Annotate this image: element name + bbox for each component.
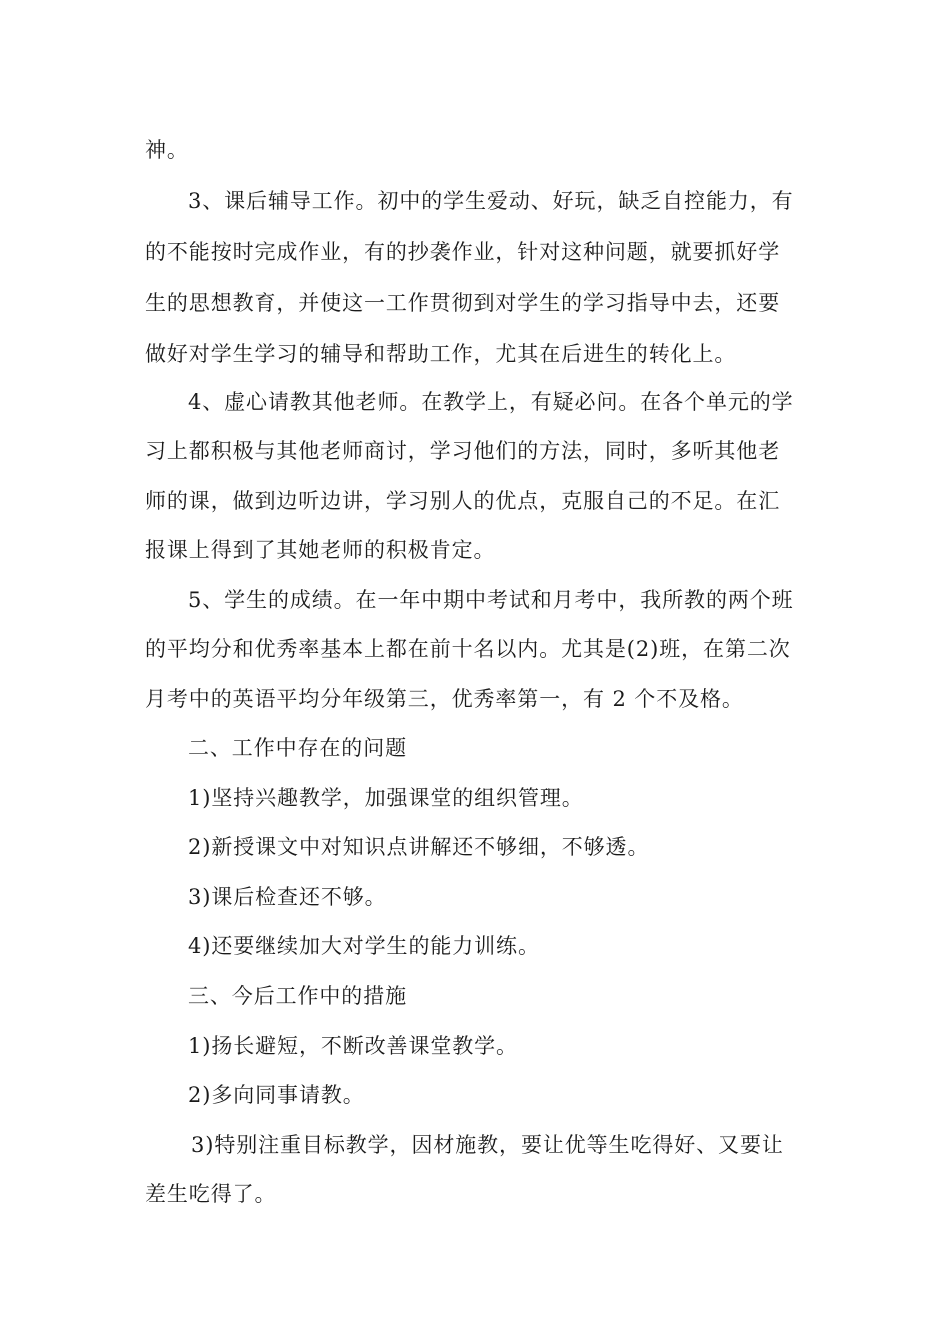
paragraph-3-heading-line: 3、课后辅导工作。初中的学生爱动、好玩，缺乏自控能力，有 (188, 189, 794, 213)
text-line: 差生吃得了。 (145, 1182, 277, 1206)
text-line: 的平均分和优秀率基本上都在前十名以内。尤其是(2)班，在第二次 (145, 637, 791, 661)
text-line: 月考中的英语平均分年级第三，优秀率第一，有 2 个不及格。 (145, 687, 744, 711)
text-line: 习上都积极与其他老师商讨，学习他们的方法，同时，多听其他老 (145, 439, 781, 463)
text-line: 生的思想教育，并使这一工作贯彻到对学生的学习指导中去，还要 (145, 291, 781, 315)
text-line: 的不能按时完成作业，有的抄袭作业，针对这种问题，就要抓好学 (145, 240, 781, 264)
list-item: 4)还要继续加大对学生的能力训练。 (188, 934, 540, 958)
list-item: 2)多向同事请教。 (188, 1083, 365, 1107)
list-item: 2)新授课文中对知识点讲解还不够细，不够透。 (188, 835, 650, 859)
list-item: 1)扬长避短，不断改善课堂教学。 (188, 1034, 518, 1058)
text-line: 神。 (145, 138, 189, 162)
text-line: 师的课，做到边听边讲，学习别人的优点，克服自己的不足。在汇 (145, 489, 781, 513)
list-item: 3)课后检查还不够。 (188, 885, 387, 909)
list-item: 1)坚持兴趣教学，加强课堂的组织管理。 (188, 786, 584, 810)
paragraph-4-heading-line: 4、虚心请教其他老师。在教学上，有疑必问。在各个单元的学 (188, 390, 794, 414)
text-line: 做好对学生学习的辅导和帮助工作，尤其在后进生的转化上。 (145, 342, 737, 366)
text-line: 报课上得到了其她老师的积极肯定。 (145, 538, 496, 562)
section-heading-measures: 三、今后工作中的措施 (188, 984, 407, 1008)
section-heading-problems: 二、工作中存在的问题 (188, 736, 407, 760)
paragraph-5-heading-line: 5、学生的成绩。在一年中期中考试和月考中，我所教的两个班 (188, 588, 794, 612)
list-item: 3)特别注重目标教学，因材施教，要让优等生吃得好、又要让 (191, 1133, 784, 1157)
